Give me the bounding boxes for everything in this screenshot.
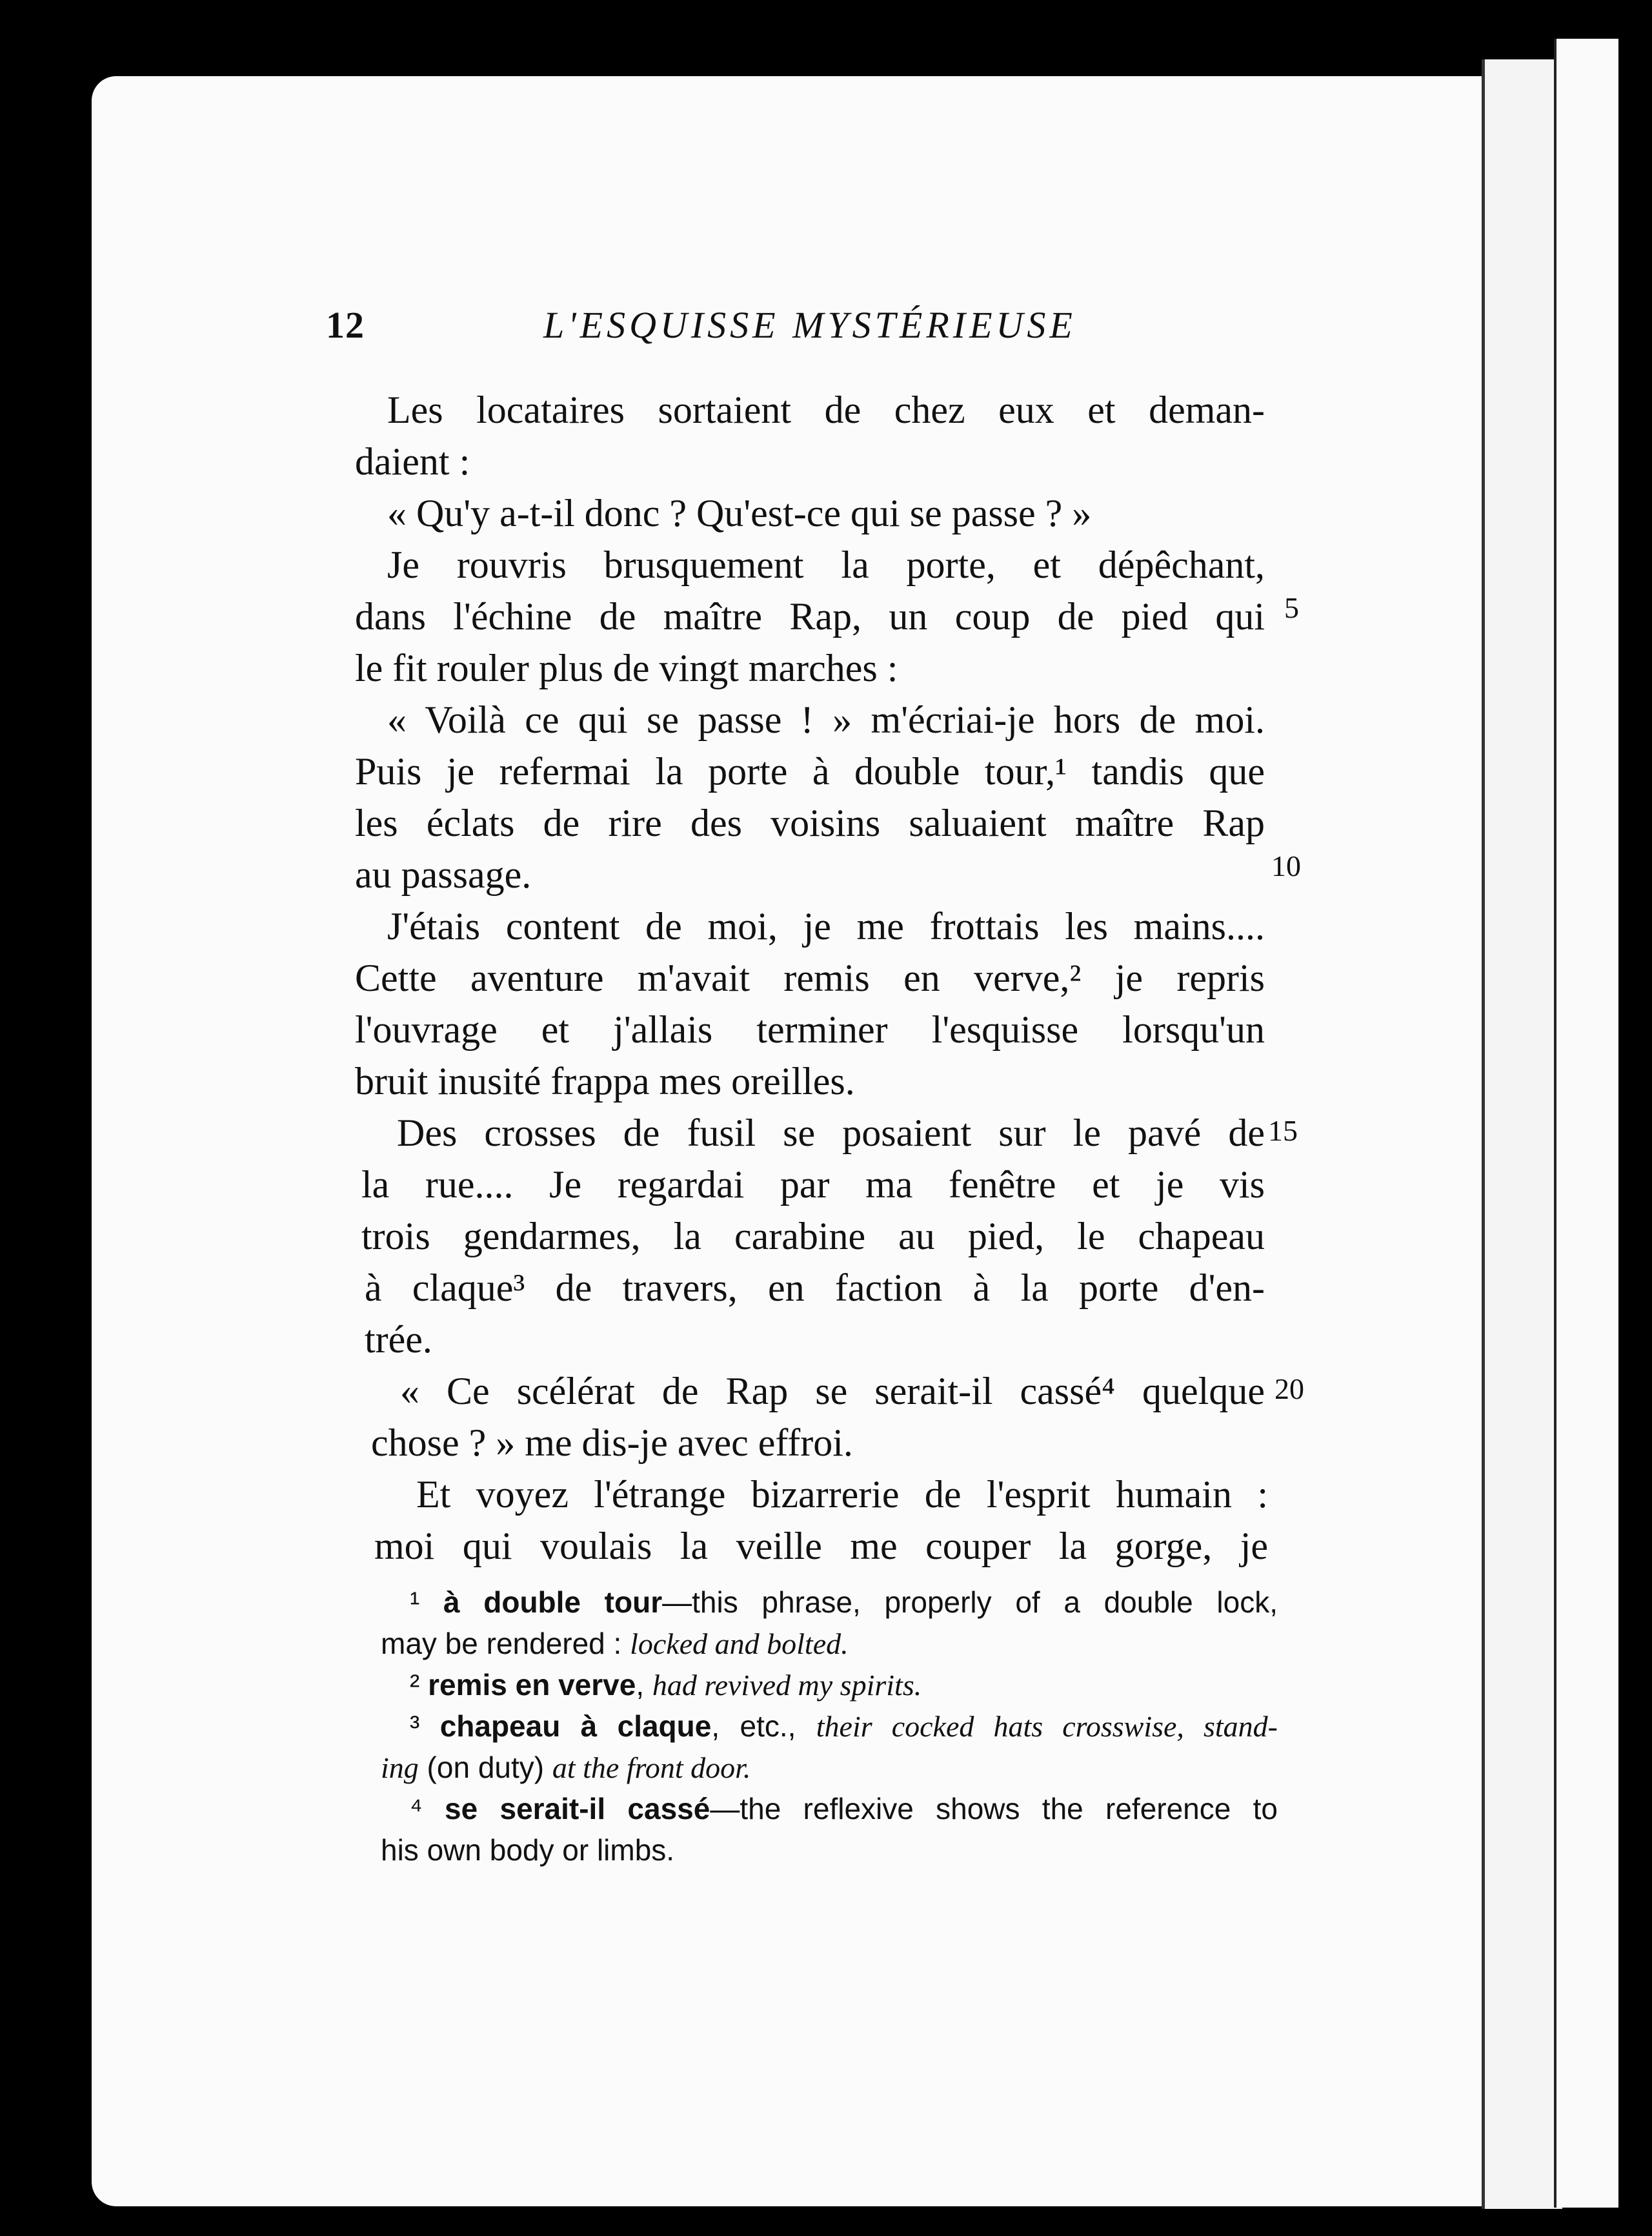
text-line: dans l'échine de maître Rap, un coup de pied qui (355, 595, 1265, 638)
text-line: trois gendarmes, la carabine au pied, le chapeau (361, 1215, 1265, 1257)
footnote-4-cont: his own body or limbs. (381, 1833, 675, 1867)
text-line: « Ce scélérat de Rap se serait-il cassé⁴ quelque (400, 1370, 1265, 1412)
line-number: 5 (1284, 591, 1299, 624)
body-text (355, 384, 1304, 1567)
line-number: 10 (1271, 849, 1301, 882)
footnote-2: ² remis en verve, had revived my spirits. (410, 1668, 922, 1702)
text-line: Puis je refermai la porte à double tour,¹ tandis que (355, 750, 1265, 793)
text-line: Des crosses de fusil se posaient sur le pavé de (397, 1112, 1265, 1154)
footnote-4: ⁴ se serait-il cassé—the reflexive shows the reference to (410, 1792, 1278, 1825)
text-line: Je rouvris brusquement la porte, et dépêchant, (387, 544, 1265, 586)
footnote-3-cont: ing (on duty) at the front door. (381, 1751, 751, 1784)
page-edge (1482, 59, 1562, 2209)
footnote-1: ¹ à double tour—this phrase, properly of a double lock, (410, 1585, 1278, 1619)
footnote-1-cont: may be rendered : locked and bolted. (381, 1627, 849, 1660)
text-line: l'ouvrage et j'allais terminer l'esquisse lorsqu'un (355, 1008, 1265, 1051)
page-number: 12 (326, 304, 365, 346)
running-title: L'ESQUISSE MYSTÉRIEUSE (543, 304, 1076, 346)
footnote-3: ³ chapeau à claque, etc., their cocked hats crosswise, stand- (410, 1709, 1278, 1743)
scan-border (1618, 0, 1652, 2236)
text-line: Et voyez l'étrange bizarrerie de l'esprit humain : (416, 1473, 1268, 1516)
line-number: 15 (1268, 1114, 1298, 1147)
text-line: J'étais content de moi, je me frottais les mains.... (387, 905, 1265, 948)
text-line: Les locataires sortaient de chez eux et deman- (387, 389, 1265, 431)
text-line: bruit inusité frappa mes oreilles. (355, 1060, 855, 1103)
text-line: daient : (355, 440, 470, 483)
text-line: « Voilà ce qui se passe ! » m'écriai-je hors de moi. (387, 698, 1265, 741)
text-line: à claque³ de travers, en faction à la porte d'en- (365, 1266, 1265, 1309)
line-number: 20 (1274, 1372, 1304, 1405)
page-edge-inner (1554, 39, 1621, 2208)
text-line: trée. (365, 1318, 432, 1361)
text-line: le fit rouler plus de vingt marches : (355, 647, 898, 689)
text-line: les éclats de rire des voisins saluaient maître Rap (355, 802, 1265, 844)
text-line: « Qu'y a-t-il donc ? Qu'est-ce qui se passe ? » (387, 492, 1092, 534)
text-line: moi qui voulais la veille me couper la gorge, je (374, 1525, 1268, 1567)
text-line: la rue.... Je regardai par ma fenêtre et je vis (361, 1163, 1265, 1206)
text-line: Cette aventure m'avait remis en verve,² je repris (355, 957, 1265, 999)
text-line: chose ? » me dis-je avec effroi. (371, 1421, 853, 1464)
text-line: au passage. (355, 853, 532, 896)
